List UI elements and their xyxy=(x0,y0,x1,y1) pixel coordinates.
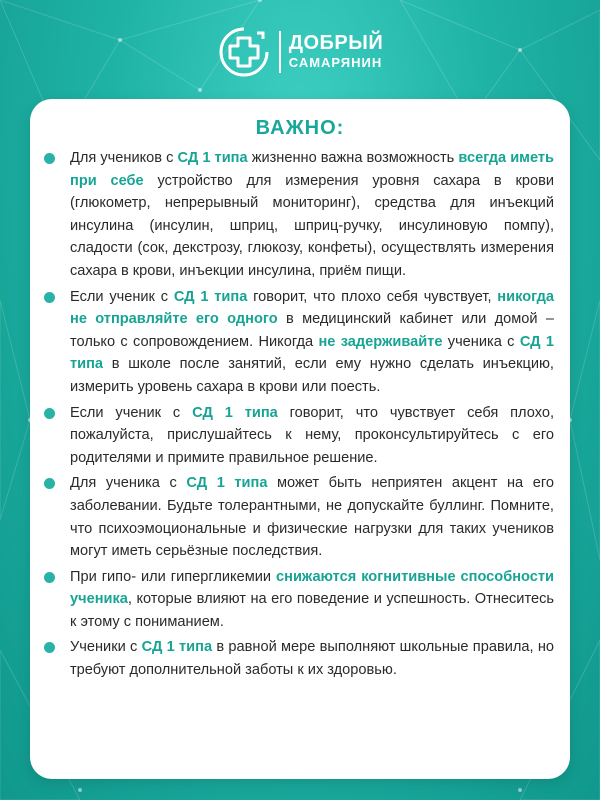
bullet-icon xyxy=(44,292,55,303)
highlighted-text: СД 1 типа xyxy=(141,639,213,656)
list-item xyxy=(44,636,554,681)
highlighted-text: СД 1 типа xyxy=(173,288,248,305)
item-text: Если ученик с xyxy=(70,404,193,421)
brand-name xyxy=(289,32,383,72)
item-text: говорит, что чувствует себя плохо, пожалуйста, прислушайтесь к нему, проконсультируйтесь с его родителями и примите правильное решение. xyxy=(70,404,554,466)
list-item xyxy=(44,566,554,634)
highlighted-text: СД 1 типа xyxy=(70,333,555,373)
bullet-icon xyxy=(44,153,55,164)
highlighted-text: СД 1 типа xyxy=(186,475,268,492)
item-text: Для учеников с xyxy=(70,150,178,166)
item-text: может быть неприятен акцент на его заболевании. Будьте толерантными, не допускайте буллинг. Помните, что психоэмоциональные и физические нагрузки для таких учеников могут иметь серьёзные последствия. xyxy=(70,475,554,560)
item-text: При гипо- или гипергликемии xyxy=(70,568,277,585)
item-text: говорит, что плохо себя чувствует, xyxy=(247,288,498,305)
info-card xyxy=(30,99,570,779)
item-text: устройство для измерения уровня сахара в крови (глюкометр, непрерывный мониторинг), средства для инъекций инсулина (инсулин, шприц, шприц-ручку, инсулиновую помпу), сладости (сок, декстрозу, глюкозу, конфеты), осуществлять измерения сахара в крови, инъекции инсулина, приём пищи. xyxy=(70,172,555,279)
highlighted-text: СД 1 типа xyxy=(192,404,278,421)
item-text: Для ученика с xyxy=(70,475,187,492)
list-item xyxy=(44,402,554,470)
brand-line1: ДОБРЫЙ xyxy=(288,32,384,54)
item-text: Ученики с xyxy=(70,639,142,656)
item-text: в школе после занятий, если ему нужно сделать инъекцию, измерить уровень сахара в крови или поесть. xyxy=(70,356,554,395)
logo-divider xyxy=(279,31,281,73)
item-text: Если ученик с xyxy=(70,288,174,305)
highlighted-text: всегда иметь при себе xyxy=(70,150,554,189)
highlighted-text: никогда не отправляйте его одного xyxy=(70,288,555,328)
highlighted-text: снижаются когнитивные способности ученика xyxy=(70,568,554,608)
medical-cross-icon xyxy=(217,25,271,79)
list-item xyxy=(44,472,554,562)
info-list xyxy=(44,147,554,685)
bullet-icon xyxy=(44,408,55,419)
item-text: ученика с xyxy=(442,333,520,350)
item-text: жизненно важна возможность xyxy=(247,150,459,166)
highlighted-text: СД 1 типа xyxy=(177,150,248,166)
list-item xyxy=(44,286,554,399)
list-item xyxy=(44,147,554,283)
item-text: в медицинский кабинет или домой – только с сопровождением. Никогда xyxy=(70,311,555,350)
bullet-icon xyxy=(44,572,55,583)
card-title: ВАЖНО: xyxy=(255,117,345,139)
highlighted-text: не задерживайте xyxy=(318,333,443,350)
item-text: , которые влияют на его поведение и успешность. Отнеситесь к этому с пониманием. xyxy=(70,591,554,630)
bullet-icon xyxy=(44,642,55,653)
brand-line2: САМАРЯНИН xyxy=(288,55,383,70)
bullet-icon xyxy=(44,478,55,489)
item-text: в равной мере выполняют школьные правила, но требуют дополнительной заботы к их здоровью. xyxy=(70,639,554,679)
header xyxy=(0,22,600,82)
